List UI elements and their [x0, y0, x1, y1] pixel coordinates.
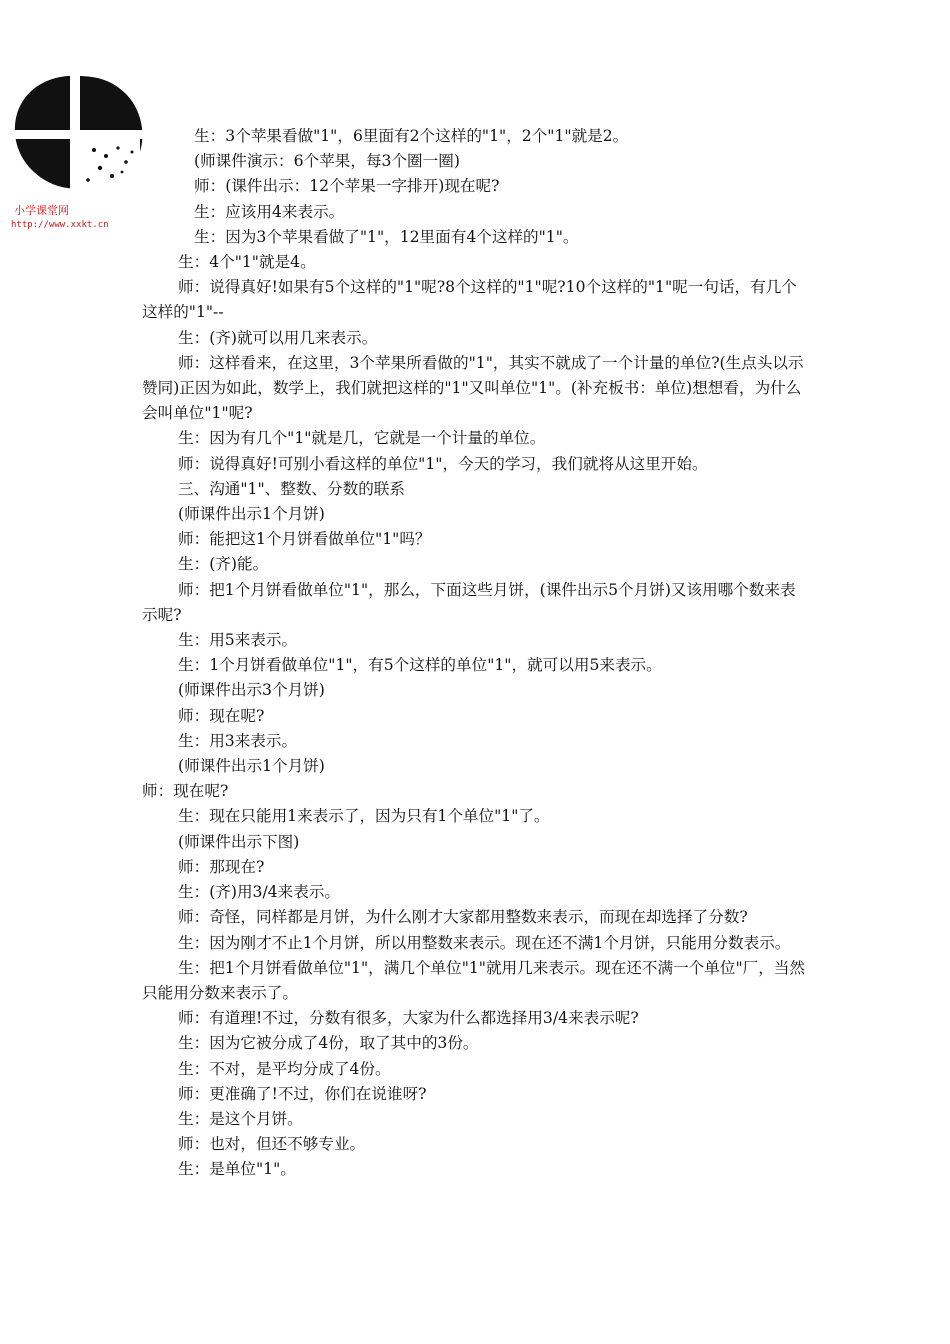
paragraph: 师：有道理!不过，分数有很多，大家为什么都选择用3/4来表示呢? [178, 1009, 639, 1028]
paragraph: 生：把1个月饼看做单位"1"，满几个单位"1"就用几来表示。现在还不满一个单位"厂，当然只能用分数来表示了。 [142, 958, 806, 1002]
paragraph: 师：把1个月饼看做单位"1"，那么，下面这些月饼，(课件出示5个月饼)又该用哪个数来表示呢? [142, 580, 796, 624]
site-logo [8, 72, 148, 192]
paragraph: 师：也对，但还不够专业。 [178, 1135, 366, 1154]
paragraph: (师课件演示：6个苹果，每3个圈一圈) [194, 152, 460, 171]
paragraph: (师课件出示1个月饼) [178, 505, 325, 524]
paragraph: 师：奇怪，同样都是月饼，为什么刚才大家都用整数来表示，而现在却选择了分数? [178, 908, 748, 927]
paragraph: 生：因为刚才不止1个月饼，所以用整数来表示。现在还不满1个月饼，只能用分数表示。 [178, 933, 791, 952]
paragraph: 生：(齐)就可以用几来表示。 [178, 328, 378, 347]
paragraph: 师：能把这1个月饼看做单位"1"吗？ [178, 530, 431, 549]
paragraph: 生：3个苹果看做"1"，6里面有2个这样的"1"，2个"1"就是2。 [194, 127, 629, 145]
paragraph: 师：更准确了!不过，你们在说谁呀? [178, 1084, 427, 1103]
paragraph: 师：现在呢? [142, 782, 229, 801]
paragraph: 师：说得真好!如果有5个这样的"1"呢?8个这样的"1"呢?10个这样的"1"呢一句话，有几个这样的"1"-- [142, 278, 797, 322]
paragraph: (师课件出示下图) [178, 832, 300, 851]
paragraph: 生：用5来表示。 [178, 631, 298, 650]
paragraph: 生：因为3个苹果看做了"1"，12里面有4个这样的"1"。 [194, 227, 579, 246]
document-body [142, 124, 810, 1183]
paragraph: 师：说得真好!可别小看这样的单位"1"，今天的学习，我们就将从这里开始。 [178, 454, 708, 473]
logo-mark [8, 72, 148, 192]
logo-site-name: 小学课堂网 [14, 204, 69, 217]
paragraph: 师：现在呢? [178, 706, 265, 725]
paragraph: 师：那现在? [178, 857, 265, 876]
paragraph: 生：因为有几个"1"就是几，它就是一个计量的单位。 [178, 429, 546, 448]
logo-site-url: http://www.xxkt.cn [11, 220, 109, 230]
paragraph: 师：(课件出示：12个苹果一字排开)现在呢? [194, 177, 500, 196]
paragraph: 生：现在只能用1来表示了，因为只有1个单位"1"了。 [178, 807, 550, 826]
paragraph: 生：是这个月饼。 [178, 1109, 303, 1128]
paragraph: 师：这样看来，在这里，3个苹果所看做的"1"，其实不就成了一个计量的单位?(生点头以示赞同)正因为如此，数学上，我们就把这样的"1"又叫单位"1"。(补充板书：单位)想想看，为什么会叫单位"1"呢? [142, 353, 804, 423]
paragraph: 生：4个"1"就是4。 [178, 253, 316, 272]
paragraph: 生：是单位"1"。 [178, 1160, 296, 1179]
paragraph: (师课件出示3个月饼) [178, 681, 325, 700]
paragraph: 生：不对，是平均分成了4份。 [178, 1059, 391, 1078]
paragraph: 生：因为它被分成了4份，取了其中的3份。 [178, 1034, 479, 1053]
paragraph: (师课件出示1个月饼) [178, 757, 325, 776]
paragraph: 生：1个月饼看做单位"1"，有5个这样的单位"1"，就可以用5来表示。 [178, 656, 662, 675]
paragraph: 生：应该用4来表示。 [194, 202, 345, 221]
paragraph: 生：用3来表示。 [178, 731, 298, 750]
paragraph: 生：(齐)用3/4来表示。 [178, 883, 341, 902]
paragraph: 三、沟通"1"、整数、分数的联系 [178, 479, 405, 498]
paragraph: 生：(齐)能。 [178, 555, 269, 574]
